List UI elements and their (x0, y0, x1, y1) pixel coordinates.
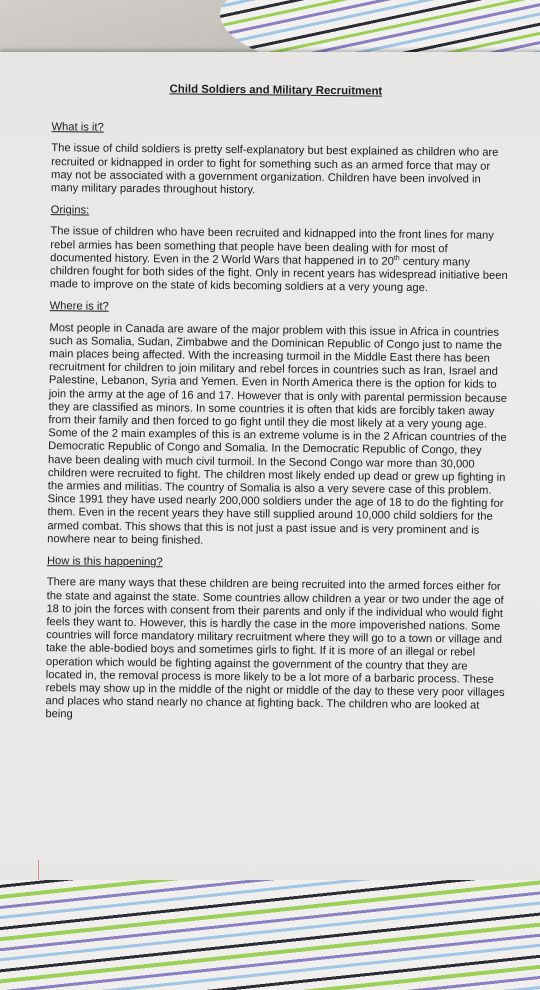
section-text-what-is-it (51, 143, 512, 201)
origins-text-part-1: The issue of children who have been recruited and kidnapped into the front lines for many rebel armies has been something that people have been dealing with for most of documented history. Even in the 2 World Wars that happened in to 20 (50, 225, 494, 268)
paragraph-how-is-this-happening: There are many ways that these children are being recruited into the armed forces either for the state and against the state. Some countries allow children a year or two under the age of 18 to join the forces with consent from their parents and only if the individual who would fight feels they want to. However, this is hardly the case in the more impoverished nations. Some countries will force mandatory military recruitment where they will go to a town or village and take the able-bodied boys and sometimes girls to fight. If it is more of an illegal or rebel operation which would be fighting against the government of the country that they are located in, the removal process is more likely to be a lot more of a barbaric process. These rebels may show up in the middle of the night or middle of the day to these very poor villages and places who stand nearly no chance at fighting back. The children who are looked at being (45, 576, 505, 721)
paragraph-where-is-it: Most people in Canada are aware of the major problem with this issue in Africa in countries such as Somalia, Sudan, Zimbabwe and the Dominican Republic of Congo just to name the main places being affected. With the increasing turmoil in the Middle East there has been recruitment for children to join military and rebel forces in countries such as Iran, Israel and Palestine, Lebanon, Syria and Yemen. Even in North America there is the option for kids to join the army at the age of 16 and 17. However that is only with parental permission because they are classified as minors. In some countries it is often that kids are forcibly taken away from their family and then forced to go fight until they die most likely at a very young age. Some of the 2 main examples of this is an extreme volume is in the 2 African countries of the Democratic Republic of Congo and Somalia. In the Democratic Republic of Congo, they have been dealing with much civil turmoil. In the Second Congo war more than 30,000 children were recruited to fight. The children most likely ended up dead or grew up fighting in the armies and militias. The country of Somalia is also a very severe case of this problem. Since 1991 they have used nearly 200,000 soldiers under the age of 18 to do the fighting for them. Even in the recent years they have still supplied around 10,000 child soldiers for the armed combat. This shows that this is not just a past issue and is very prominent and is nowhere near to being finished. (47, 321, 508, 547)
section-text-how-is-this-happening (45, 576, 506, 726)
section-heading-where-is-it: Where is it? (49, 300, 109, 314)
origins-superscript: th (393, 254, 400, 262)
document-content (33, 82, 512, 735)
striped-towel-bottom (0, 880, 540, 990)
section-heading-what-is-it: What is it? (51, 121, 104, 134)
paragraph-what-is-it: The issue of child soldiers is pretty self-explanatory but best explained as children who are recruited or kidnapped in order to fight for something such as an armed force that may or may not be associated with a government organization. Children have been involved in many military parades throughout history. (50, 142, 499, 197)
section-heading-origins: Origins: (50, 204, 90, 217)
paragraph-origins (50, 226, 511, 297)
origins-text-part-2: century many children fought for both sides of the fight. Only in recent years has widespread initiative been made to improve on the state of kids becoming soldiers at a very young age. (49, 255, 508, 295)
section-text-origins (50, 226, 511, 297)
section-text-where-is-it (47, 322, 509, 551)
section-heading-how-is-this-happening: How is this happening? (46, 555, 163, 569)
document-title: Child Soldiers and Military Recruitment (169, 83, 383, 98)
